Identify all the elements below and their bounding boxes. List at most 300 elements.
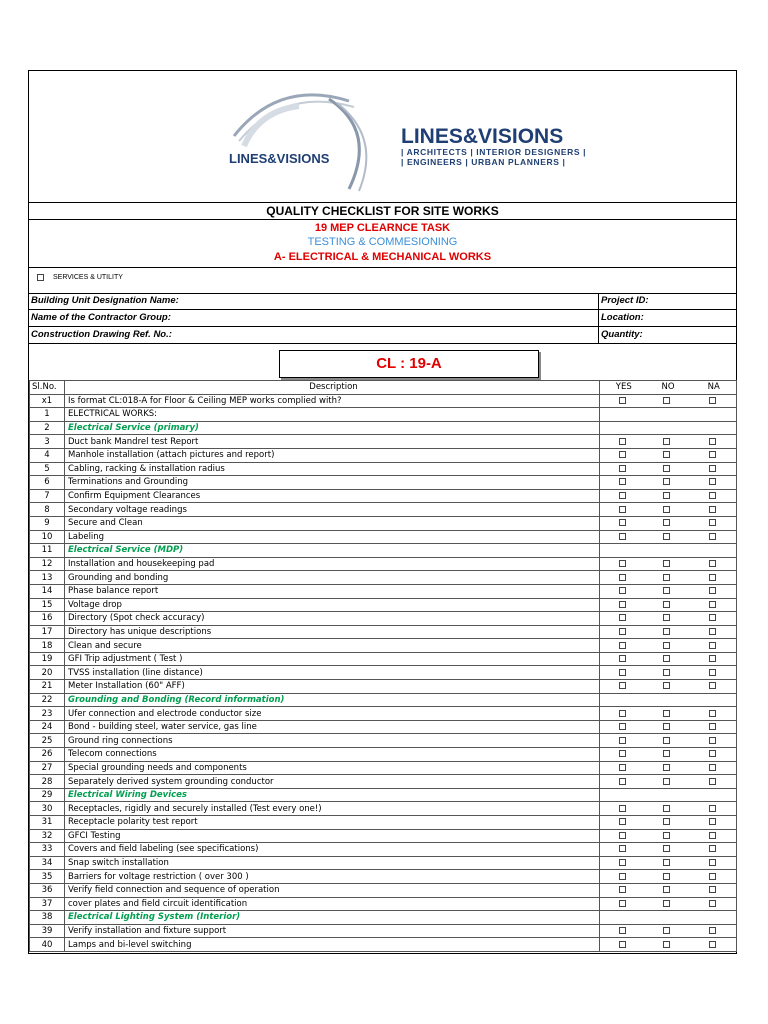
no-checkbox[interactable] bbox=[663, 397, 670, 404]
na-header: NA bbox=[689, 381, 737, 395]
table-row bbox=[30, 489, 737, 503]
table-row bbox=[30, 775, 737, 789]
no-cell bbox=[645, 748, 689, 762]
na-checkbox[interactable] bbox=[709, 805, 716, 812]
table-row bbox=[30, 394, 737, 408]
table-row bbox=[30, 883, 737, 897]
na-checkbox[interactable] bbox=[709, 873, 716, 880]
table-row bbox=[30, 870, 737, 884]
na-cell bbox=[689, 775, 737, 789]
row-description: Secondary voltage readings bbox=[65, 503, 600, 517]
company-logo bbox=[29, 71, 736, 202]
yes-cell bbox=[600, 435, 645, 449]
yes-checkbox[interactable] bbox=[619, 818, 626, 825]
no-checkbox[interactable] bbox=[663, 832, 670, 839]
table-row bbox=[30, 734, 737, 748]
no-checkbox[interactable] bbox=[663, 723, 670, 730]
na-checkbox[interactable] bbox=[709, 750, 716, 757]
na-checkbox[interactable] bbox=[709, 478, 716, 485]
no-checkbox[interactable] bbox=[663, 818, 670, 825]
no-checkbox[interactable] bbox=[663, 873, 670, 880]
na-cell bbox=[689, 476, 737, 490]
yes-checkbox[interactable] bbox=[619, 710, 626, 717]
na-checkbox[interactable] bbox=[709, 832, 716, 839]
services-label: SERVICES & UTILITY bbox=[53, 274, 123, 281]
table-row bbox=[30, 584, 737, 598]
row-description: Manhole installation (attach pictures and report) bbox=[65, 448, 600, 462]
na-cell bbox=[689, 734, 737, 748]
row-number: 8 bbox=[30, 503, 65, 517]
no-checkbox[interactable] bbox=[663, 737, 670, 744]
yes-cell bbox=[600, 571, 645, 585]
na-checkbox[interactable] bbox=[709, 941, 716, 948]
yes-cell bbox=[600, 612, 645, 626]
yes-checkbox[interactable] bbox=[619, 737, 626, 744]
yes-checkbox[interactable] bbox=[619, 451, 626, 458]
location-label: Location: bbox=[601, 312, 644, 323]
table-row bbox=[30, 829, 737, 843]
na-checkbox[interactable] bbox=[709, 506, 716, 513]
yes-header: YES bbox=[600, 381, 645, 395]
yes-checkbox[interactable] bbox=[619, 655, 626, 662]
yes-cell bbox=[600, 720, 645, 734]
row-number: 27 bbox=[30, 761, 65, 775]
table-row bbox=[30, 421, 737, 435]
table-row bbox=[30, 544, 737, 558]
divider bbox=[29, 267, 736, 268]
row-description: Phase balance report bbox=[65, 584, 600, 598]
yes-checkbox[interactable] bbox=[619, 478, 626, 485]
divider bbox=[29, 293, 736, 294]
row-description: Telecom connections bbox=[65, 748, 600, 762]
table-row bbox=[30, 816, 737, 830]
row-number: 37 bbox=[30, 897, 65, 911]
table-row bbox=[30, 625, 737, 639]
yes-checkbox[interactable] bbox=[619, 845, 626, 852]
no-cell bbox=[645, 693, 689, 707]
no-header: NO bbox=[645, 381, 689, 395]
checklist-table bbox=[29, 380, 737, 952]
yes-cell bbox=[600, 489, 645, 503]
yes-cell bbox=[600, 911, 645, 925]
row-number: 30 bbox=[30, 802, 65, 816]
no-checkbox[interactable] bbox=[663, 669, 670, 676]
table-row bbox=[30, 924, 737, 938]
no-checkbox[interactable] bbox=[663, 886, 670, 893]
na-checkbox[interactable] bbox=[709, 438, 716, 445]
no-checkbox[interactable] bbox=[663, 845, 670, 852]
yes-checkbox[interactable] bbox=[619, 560, 626, 567]
yes-cell bbox=[600, 421, 645, 435]
na-cell bbox=[689, 883, 737, 897]
yes-cell bbox=[600, 788, 645, 802]
no-checkbox[interactable] bbox=[663, 601, 670, 608]
no-checkbox[interactable] bbox=[663, 859, 670, 866]
row-description: GFI Trip adjustment ( Test ) bbox=[65, 652, 600, 666]
table-header-row bbox=[30, 381, 737, 395]
yes-cell bbox=[600, 557, 645, 571]
table-row bbox=[30, 897, 737, 911]
yes-checkbox[interactable] bbox=[619, 859, 626, 866]
table-row bbox=[30, 856, 737, 870]
yes-checkbox[interactable] bbox=[619, 614, 626, 621]
row-description: Snap switch installation bbox=[65, 856, 600, 870]
na-checkbox[interactable] bbox=[709, 710, 716, 717]
yes-checkbox[interactable] bbox=[619, 886, 626, 893]
yes-checkbox[interactable] bbox=[619, 873, 626, 880]
na-checkbox[interactable] bbox=[709, 574, 716, 581]
yes-cell bbox=[600, 503, 645, 517]
yes-checkbox[interactable] bbox=[619, 438, 626, 445]
divider bbox=[29, 326, 736, 327]
na-checkbox[interactable] bbox=[709, 614, 716, 621]
yes-checkbox[interactable] bbox=[619, 397, 626, 404]
na-cell bbox=[689, 448, 737, 462]
no-cell bbox=[645, 489, 689, 503]
row-description: cover plates and field circuit identification bbox=[65, 897, 600, 911]
no-cell bbox=[645, 788, 689, 802]
no-checkbox[interactable] bbox=[663, 778, 670, 785]
na-checkbox[interactable] bbox=[709, 669, 716, 676]
yes-checkbox[interactable] bbox=[619, 506, 626, 513]
na-checkbox[interactable] bbox=[709, 682, 716, 689]
no-checkbox[interactable] bbox=[663, 642, 670, 649]
na-cell bbox=[689, 693, 737, 707]
row-number: 22 bbox=[30, 693, 65, 707]
info-divider bbox=[598, 293, 599, 343]
yes-checkbox[interactable] bbox=[619, 628, 626, 635]
yes-cell bbox=[600, 734, 645, 748]
na-cell bbox=[689, 720, 737, 734]
no-cell bbox=[645, 571, 689, 585]
row-number: 38 bbox=[30, 911, 65, 925]
row-number: 10 bbox=[30, 530, 65, 544]
na-cell bbox=[689, 544, 737, 558]
na-cell bbox=[689, 571, 737, 585]
row-number: 36 bbox=[30, 883, 65, 897]
no-checkbox[interactable] bbox=[663, 927, 670, 934]
table-row bbox=[30, 911, 737, 925]
yes-cell bbox=[600, 870, 645, 884]
row-description: Clean and secure bbox=[65, 639, 600, 653]
yes-checkbox[interactable] bbox=[619, 601, 626, 608]
yes-cell bbox=[600, 598, 645, 612]
row-description: GFCI Testing bbox=[65, 829, 600, 843]
row-number: 3 bbox=[30, 435, 65, 449]
yes-cell bbox=[600, 843, 645, 857]
na-checkbox[interactable] bbox=[709, 533, 716, 540]
yes-cell bbox=[600, 707, 645, 721]
na-checkbox[interactable] bbox=[709, 818, 716, 825]
no-cell bbox=[645, 421, 689, 435]
na-checkbox[interactable] bbox=[709, 519, 716, 526]
logo-area bbox=[29, 71, 736, 202]
na-checkbox[interactable] bbox=[709, 764, 716, 771]
yes-checkbox[interactable] bbox=[619, 533, 626, 540]
na-cell bbox=[689, 530, 737, 544]
table-row bbox=[30, 748, 737, 762]
no-cell bbox=[645, 598, 689, 612]
na-cell bbox=[689, 598, 737, 612]
no-checkbox[interactable] bbox=[663, 478, 670, 485]
na-checkbox[interactable] bbox=[709, 601, 716, 608]
row-description: Confirm Equipment Clearances bbox=[65, 489, 600, 503]
yes-checkbox[interactable] bbox=[619, 750, 626, 757]
na-checkbox[interactable] bbox=[709, 642, 716, 649]
row-number: 5 bbox=[30, 462, 65, 476]
na-cell bbox=[689, 503, 737, 517]
table-row bbox=[30, 938, 737, 952]
row-description: Receptacles, rigidly and securely installed (Test every one!) bbox=[65, 802, 600, 816]
row-number: 19 bbox=[30, 652, 65, 666]
yes-checkbox[interactable] bbox=[619, 764, 626, 771]
row-number: 31 bbox=[30, 816, 65, 830]
row-description: Is format CL:018-A for Floor & Ceiling MEP works complied with? bbox=[65, 394, 600, 408]
na-cell bbox=[689, 856, 737, 870]
no-cell bbox=[645, 883, 689, 897]
no-cell bbox=[645, 802, 689, 816]
no-checkbox[interactable] bbox=[663, 560, 670, 567]
yes-cell bbox=[600, 639, 645, 653]
no-checkbox[interactable] bbox=[663, 519, 670, 526]
yes-checkbox[interactable] bbox=[619, 669, 626, 676]
no-cell bbox=[645, 680, 689, 694]
services-checkbox[interactable] bbox=[37, 274, 44, 281]
row-description: Lamps and bi-level switching bbox=[65, 938, 600, 952]
no-cell bbox=[645, 462, 689, 476]
na-cell bbox=[689, 652, 737, 666]
na-cell bbox=[689, 788, 737, 802]
no-checkbox[interactable] bbox=[663, 805, 670, 812]
na-cell bbox=[689, 707, 737, 721]
row-number: 13 bbox=[30, 571, 65, 585]
na-checkbox[interactable] bbox=[709, 492, 716, 499]
yes-cell bbox=[600, 775, 645, 789]
na-checkbox[interactable] bbox=[709, 397, 716, 404]
row-number: 15 bbox=[30, 598, 65, 612]
row-description: Ufer connection and electrode conductor size bbox=[65, 707, 600, 721]
yes-cell bbox=[600, 761, 645, 775]
no-cell bbox=[645, 734, 689, 748]
row-number: 14 bbox=[30, 584, 65, 598]
no-cell bbox=[645, 924, 689, 938]
row-number: 21 bbox=[30, 680, 65, 694]
no-cell bbox=[645, 856, 689, 870]
yes-cell bbox=[600, 652, 645, 666]
na-cell bbox=[689, 924, 737, 938]
no-checkbox[interactable] bbox=[663, 655, 670, 662]
divider bbox=[29, 343, 736, 344]
no-cell bbox=[645, 639, 689, 653]
no-checkbox[interactable] bbox=[663, 682, 670, 689]
yes-cell bbox=[600, 476, 645, 490]
no-cell bbox=[645, 612, 689, 626]
yes-checkbox[interactable] bbox=[619, 492, 626, 499]
na-checkbox[interactable] bbox=[709, 628, 716, 635]
yes-cell bbox=[600, 625, 645, 639]
no-cell bbox=[645, 761, 689, 775]
drawing-ref-label: Construction Drawing Ref. No.: bbox=[31, 329, 172, 340]
project-id-label: Project ID: bbox=[601, 295, 649, 306]
yes-cell bbox=[600, 938, 645, 952]
row-description: Directory (Spot check accuracy) bbox=[65, 612, 600, 626]
works-title: A- ELECTRICAL & MECHANICAL WORKS bbox=[273, 251, 492, 263]
no-checkbox[interactable] bbox=[663, 628, 670, 635]
no-cell bbox=[645, 394, 689, 408]
row-description: Duct bank Mandrel test Report bbox=[65, 435, 600, 449]
no-cell bbox=[645, 911, 689, 925]
yes-checkbox[interactable] bbox=[619, 941, 626, 948]
table-row bbox=[30, 557, 737, 571]
row-number: 4 bbox=[30, 448, 65, 462]
yes-checkbox[interactable] bbox=[619, 519, 626, 526]
section-heading: Electrical Wiring Devices bbox=[65, 788, 600, 802]
na-cell bbox=[689, 680, 737, 694]
na-cell bbox=[689, 462, 737, 476]
no-checkbox[interactable] bbox=[663, 438, 670, 445]
row-description: Terminations and Grounding bbox=[65, 476, 600, 490]
yes-checkbox[interactable] bbox=[619, 682, 626, 689]
yes-checkbox[interactable] bbox=[619, 642, 626, 649]
na-cell bbox=[689, 870, 737, 884]
yes-cell bbox=[600, 394, 645, 408]
yes-checkbox[interactable] bbox=[619, 778, 626, 785]
row-description: Ground ring connections bbox=[65, 734, 600, 748]
no-cell bbox=[645, 516, 689, 530]
row-description: Barriers for voltage restriction ( over 300 ) bbox=[65, 870, 600, 884]
na-cell bbox=[689, 897, 737, 911]
row-description: Special grounding needs and components bbox=[65, 761, 600, 775]
row-description: Cabling, racking & installation radius bbox=[65, 462, 600, 476]
row-number: 9 bbox=[30, 516, 65, 530]
table-row bbox=[30, 503, 737, 517]
row-number: 6 bbox=[30, 476, 65, 490]
row-description: Verify installation and fixture support bbox=[65, 924, 600, 938]
yes-checkbox[interactable] bbox=[619, 927, 626, 934]
na-checkbox[interactable] bbox=[709, 927, 716, 934]
na-checkbox[interactable] bbox=[709, 886, 716, 893]
yes-checkbox[interactable] bbox=[619, 587, 626, 594]
yes-cell bbox=[600, 748, 645, 762]
na-checkbox[interactable] bbox=[709, 737, 716, 744]
yes-cell bbox=[600, 544, 645, 558]
no-cell bbox=[645, 408, 689, 422]
task-subtitle: TESTING & COMMESIONING bbox=[307, 236, 458, 248]
table-row bbox=[30, 598, 737, 612]
yes-cell bbox=[600, 530, 645, 544]
divider bbox=[29, 219, 736, 220]
no-cell bbox=[645, 503, 689, 517]
yes-cell bbox=[600, 462, 645, 476]
no-cell bbox=[645, 829, 689, 843]
yes-checkbox[interactable] bbox=[619, 832, 626, 839]
row-number: 40 bbox=[30, 938, 65, 952]
no-checkbox[interactable] bbox=[663, 764, 670, 771]
yes-cell bbox=[600, 680, 645, 694]
yes-checkbox[interactable] bbox=[619, 805, 626, 812]
no-checkbox[interactable] bbox=[663, 465, 670, 472]
table-row bbox=[30, 843, 737, 857]
no-checkbox[interactable] bbox=[663, 587, 670, 594]
row-number: 11 bbox=[30, 544, 65, 558]
quantity-label: Quantity: bbox=[601, 329, 643, 340]
no-checkbox[interactable] bbox=[663, 533, 670, 540]
no-cell bbox=[645, 584, 689, 598]
description-header: Description bbox=[65, 381, 600, 395]
row-number: 29 bbox=[30, 788, 65, 802]
yes-cell bbox=[600, 856, 645, 870]
no-cell bbox=[645, 530, 689, 544]
table-row bbox=[30, 530, 737, 544]
section-heading: Grounding and Bonding (Record information) bbox=[65, 693, 600, 707]
table-row bbox=[30, 680, 737, 694]
no-checkbox[interactable] bbox=[663, 941, 670, 948]
row-number: 35 bbox=[30, 870, 65, 884]
yes-cell bbox=[600, 584, 645, 598]
yes-checkbox[interactable] bbox=[619, 574, 626, 581]
yes-checkbox[interactable] bbox=[619, 723, 626, 730]
no-checkbox[interactable] bbox=[663, 614, 670, 621]
no-checkbox[interactable] bbox=[663, 750, 670, 757]
table-row bbox=[30, 639, 737, 653]
yes-cell bbox=[600, 816, 645, 830]
table-row bbox=[30, 448, 737, 462]
na-checkbox[interactable] bbox=[709, 859, 716, 866]
table-row bbox=[30, 408, 737, 422]
row-description: Directory has unique descriptions bbox=[65, 625, 600, 639]
no-checkbox[interactable] bbox=[663, 710, 670, 717]
na-checkbox[interactable] bbox=[709, 655, 716, 662]
na-checkbox[interactable] bbox=[709, 778, 716, 785]
na-checkbox[interactable] bbox=[709, 587, 716, 594]
logo-tagline-2: | ENGINEERS | URBAN PLANNERS | bbox=[401, 157, 566, 167]
yes-cell bbox=[600, 693, 645, 707]
no-checkbox[interactable] bbox=[663, 492, 670, 499]
no-checkbox[interactable] bbox=[663, 506, 670, 513]
task-title: 19 MEP CLEARNCE TASK bbox=[314, 222, 451, 234]
row-description: Installation and housekeeping pad bbox=[65, 557, 600, 571]
yes-checkbox[interactable] bbox=[619, 465, 626, 472]
no-checkbox[interactable] bbox=[663, 900, 670, 907]
row-description: Covers and field labeling (see specifications) bbox=[65, 843, 600, 857]
na-checkbox[interactable] bbox=[709, 465, 716, 472]
na-checkbox[interactable] bbox=[709, 451, 716, 458]
row-description: Voltage drop bbox=[65, 598, 600, 612]
na-checkbox[interactable] bbox=[709, 723, 716, 730]
table-row bbox=[30, 720, 737, 734]
na-cell bbox=[689, 938, 737, 952]
yes-cell bbox=[600, 666, 645, 680]
yes-cell bbox=[600, 829, 645, 843]
no-cell bbox=[645, 843, 689, 857]
no-checkbox[interactable] bbox=[663, 574, 670, 581]
na-checkbox[interactable] bbox=[709, 845, 716, 852]
no-cell bbox=[645, 897, 689, 911]
no-checkbox[interactable] bbox=[663, 451, 670, 458]
na-checkbox[interactable] bbox=[709, 560, 716, 567]
no-cell bbox=[645, 448, 689, 462]
na-cell bbox=[689, 489, 737, 503]
table-row bbox=[30, 462, 737, 476]
na-checkbox[interactable] bbox=[709, 900, 716, 907]
row-number: 24 bbox=[30, 720, 65, 734]
na-cell bbox=[689, 557, 737, 571]
section-heading: Electrical Service (primary) bbox=[65, 421, 600, 435]
row-number: 12 bbox=[30, 557, 65, 571]
yes-cell bbox=[600, 924, 645, 938]
checklist-code: CL : 19-A bbox=[279, 350, 539, 378]
yes-checkbox[interactable] bbox=[619, 900, 626, 907]
